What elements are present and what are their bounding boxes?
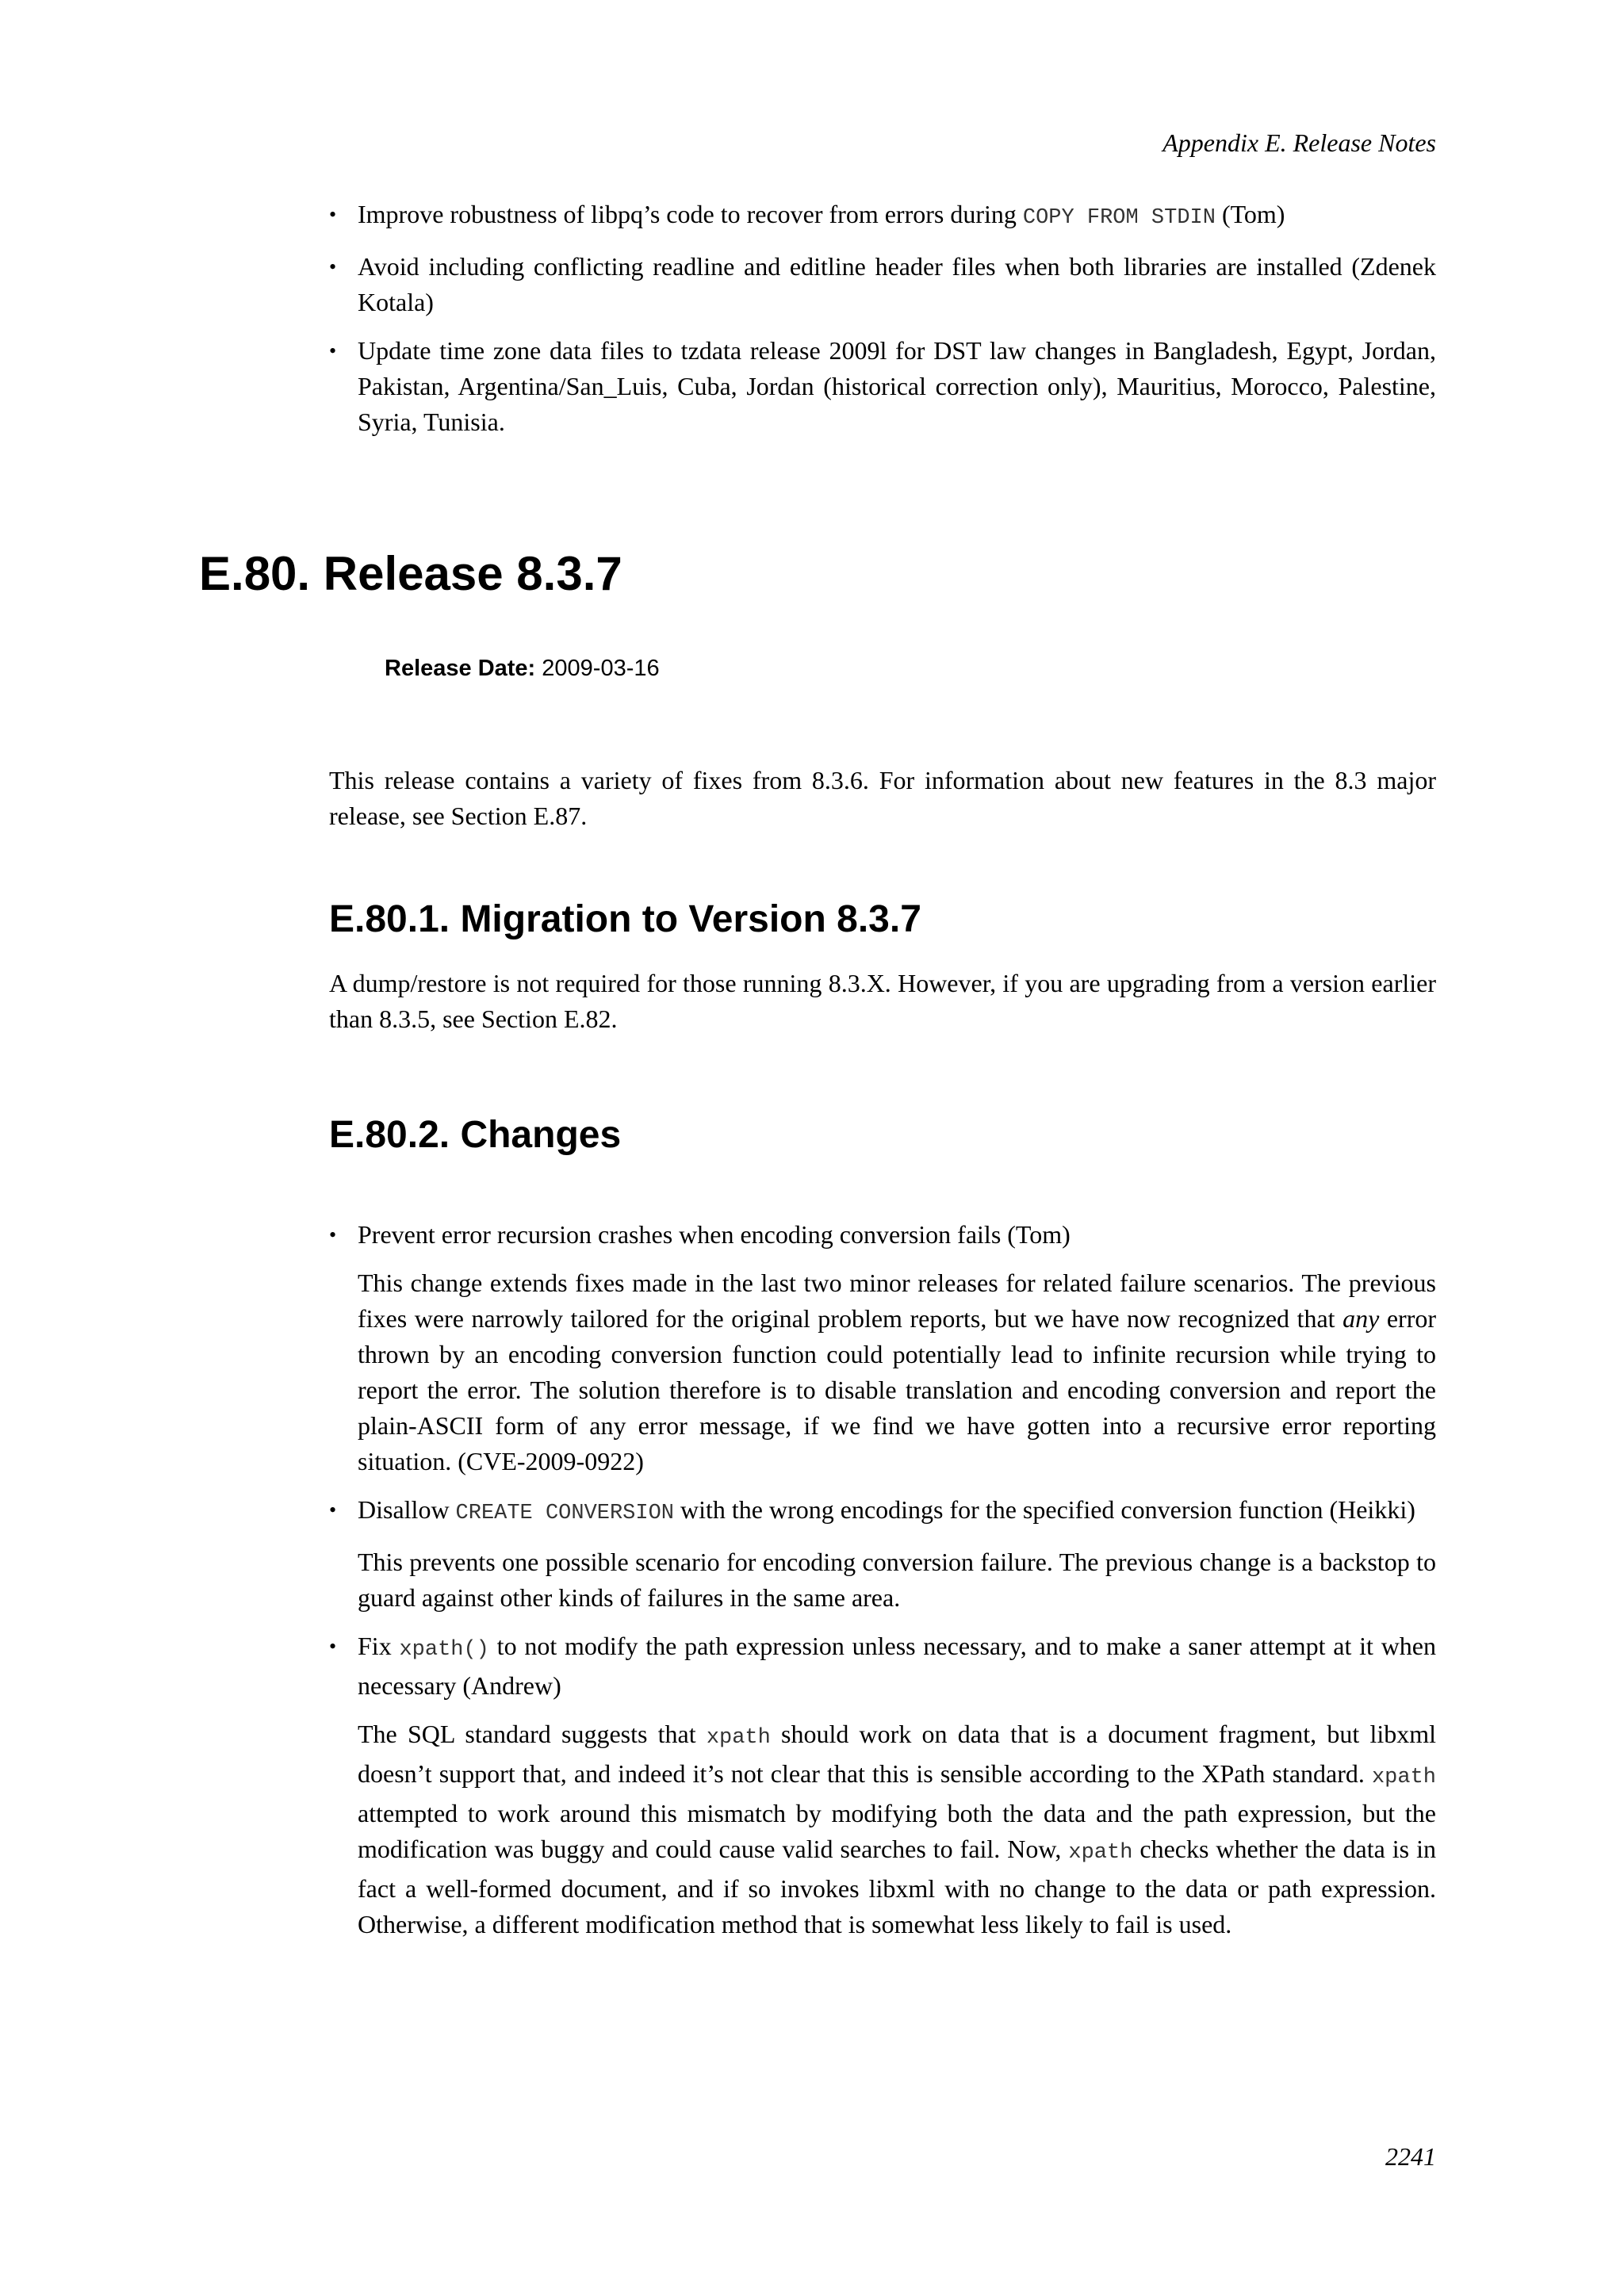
code-xpath-function: xpath() bbox=[399, 1638, 489, 1662]
release-date-value: 2009-03-16 bbox=[535, 656, 660, 681]
changes-list bbox=[329, 1217, 1436, 1942]
migration-section bbox=[329, 896, 1436, 943]
top-bullet-list bbox=[329, 197, 1436, 440]
list-item: • Update time zone data files to tzdata release 2009l for DST law changes in Bangladesh, Egypt, Jordan, Pakistan, Argentina/San_Luis, Cuba, Jordan (historical correction only), Mauritius, Morocco, Palestine, Syria, Tunisia. bbox=[329, 333, 1436, 440]
list-item: • Prevent error recursion crashes when encoding conversion fails (Tom) This change extends fixes made in the last two minor releases for related failure scenarios. The previous fixes were narrowly tailored for the original problem reports, but we have now recognized that any error thrown by an encoding conversion function could potentially lead to infinite recursion while trying to report the error. The solution therefore is to disable translation and encoding conversion and report the plain-ASCII form of any error message, if we find we have gotten into a recursive error reporting situation. (CVE-2009-0922) bbox=[329, 1217, 1436, 1479]
running-header: Appendix E. Release Notes bbox=[1162, 128, 1436, 157]
code-create-conversion: CREATE CONVERSION bbox=[455, 1502, 674, 1525]
list-item: • Fix xpath() to not modify the path expression unless necessary, and to make a saner attempt at it when necessary (Andrew) The SQL standard suggests that xpath should work on data that is a document fragment, but libxml doesn’t support that, and indeed it’s not clear that this is sensible according to the XPath standard. xpath attempted to work around this mismatch by modifying both the data and the path expression, but the modification was buggy and could cause valid searches to fail. Now, xpath checks whether the data is in fact a well-formed document, and if so invokes libxml with no change to the data or path expression. Otherwise, a different modification method that is somewhat less likely to fail is used. bbox=[329, 1628, 1436, 1942]
release-date bbox=[385, 652, 660, 684]
changes-title: E.80.2. Changes bbox=[329, 1114, 622, 1156]
list-item: • Improve robustness of libpq’s code to recover from errors during COPY FROM STDIN (Tom) bbox=[329, 197, 1436, 236]
release-date-label: Release Date: bbox=[385, 656, 536, 681]
list-item: • Disallow CREATE CONVERSION with the wrong encodings for the specified conversion function (Heikki) This prevents one possible scenario for encoding conversion failure. The previous change is a backstop to guard against other kinds of failures in the same area. bbox=[329, 1492, 1436, 1616]
migration-title: E.80.1. Migration to Version 8.3.7 bbox=[329, 898, 921, 940]
changes-section bbox=[329, 1112, 1436, 1159]
list-item: • Avoid including conflicting readline and editline header files when both libraries are installed (Zdenek Kotala) bbox=[329, 249, 1436, 320]
code-copy-from-stdin: COPY FROM STDIN bbox=[1022, 206, 1216, 230]
section-intro: This release contains a variety of fixes from 8.3.6. For information about new features in the 8.3 major release, see Section E.87. bbox=[329, 766, 1436, 830]
page-number: 2241 bbox=[1385, 2142, 1436, 2171]
section-title: E.80. Release 8.3.7 bbox=[199, 547, 622, 600]
migration-text: A dump/restore is not required for those running 8.3.X. However, if you are upgrading from a version earlier than 8.3.5, see Section E.82. bbox=[329, 969, 1436, 1033]
